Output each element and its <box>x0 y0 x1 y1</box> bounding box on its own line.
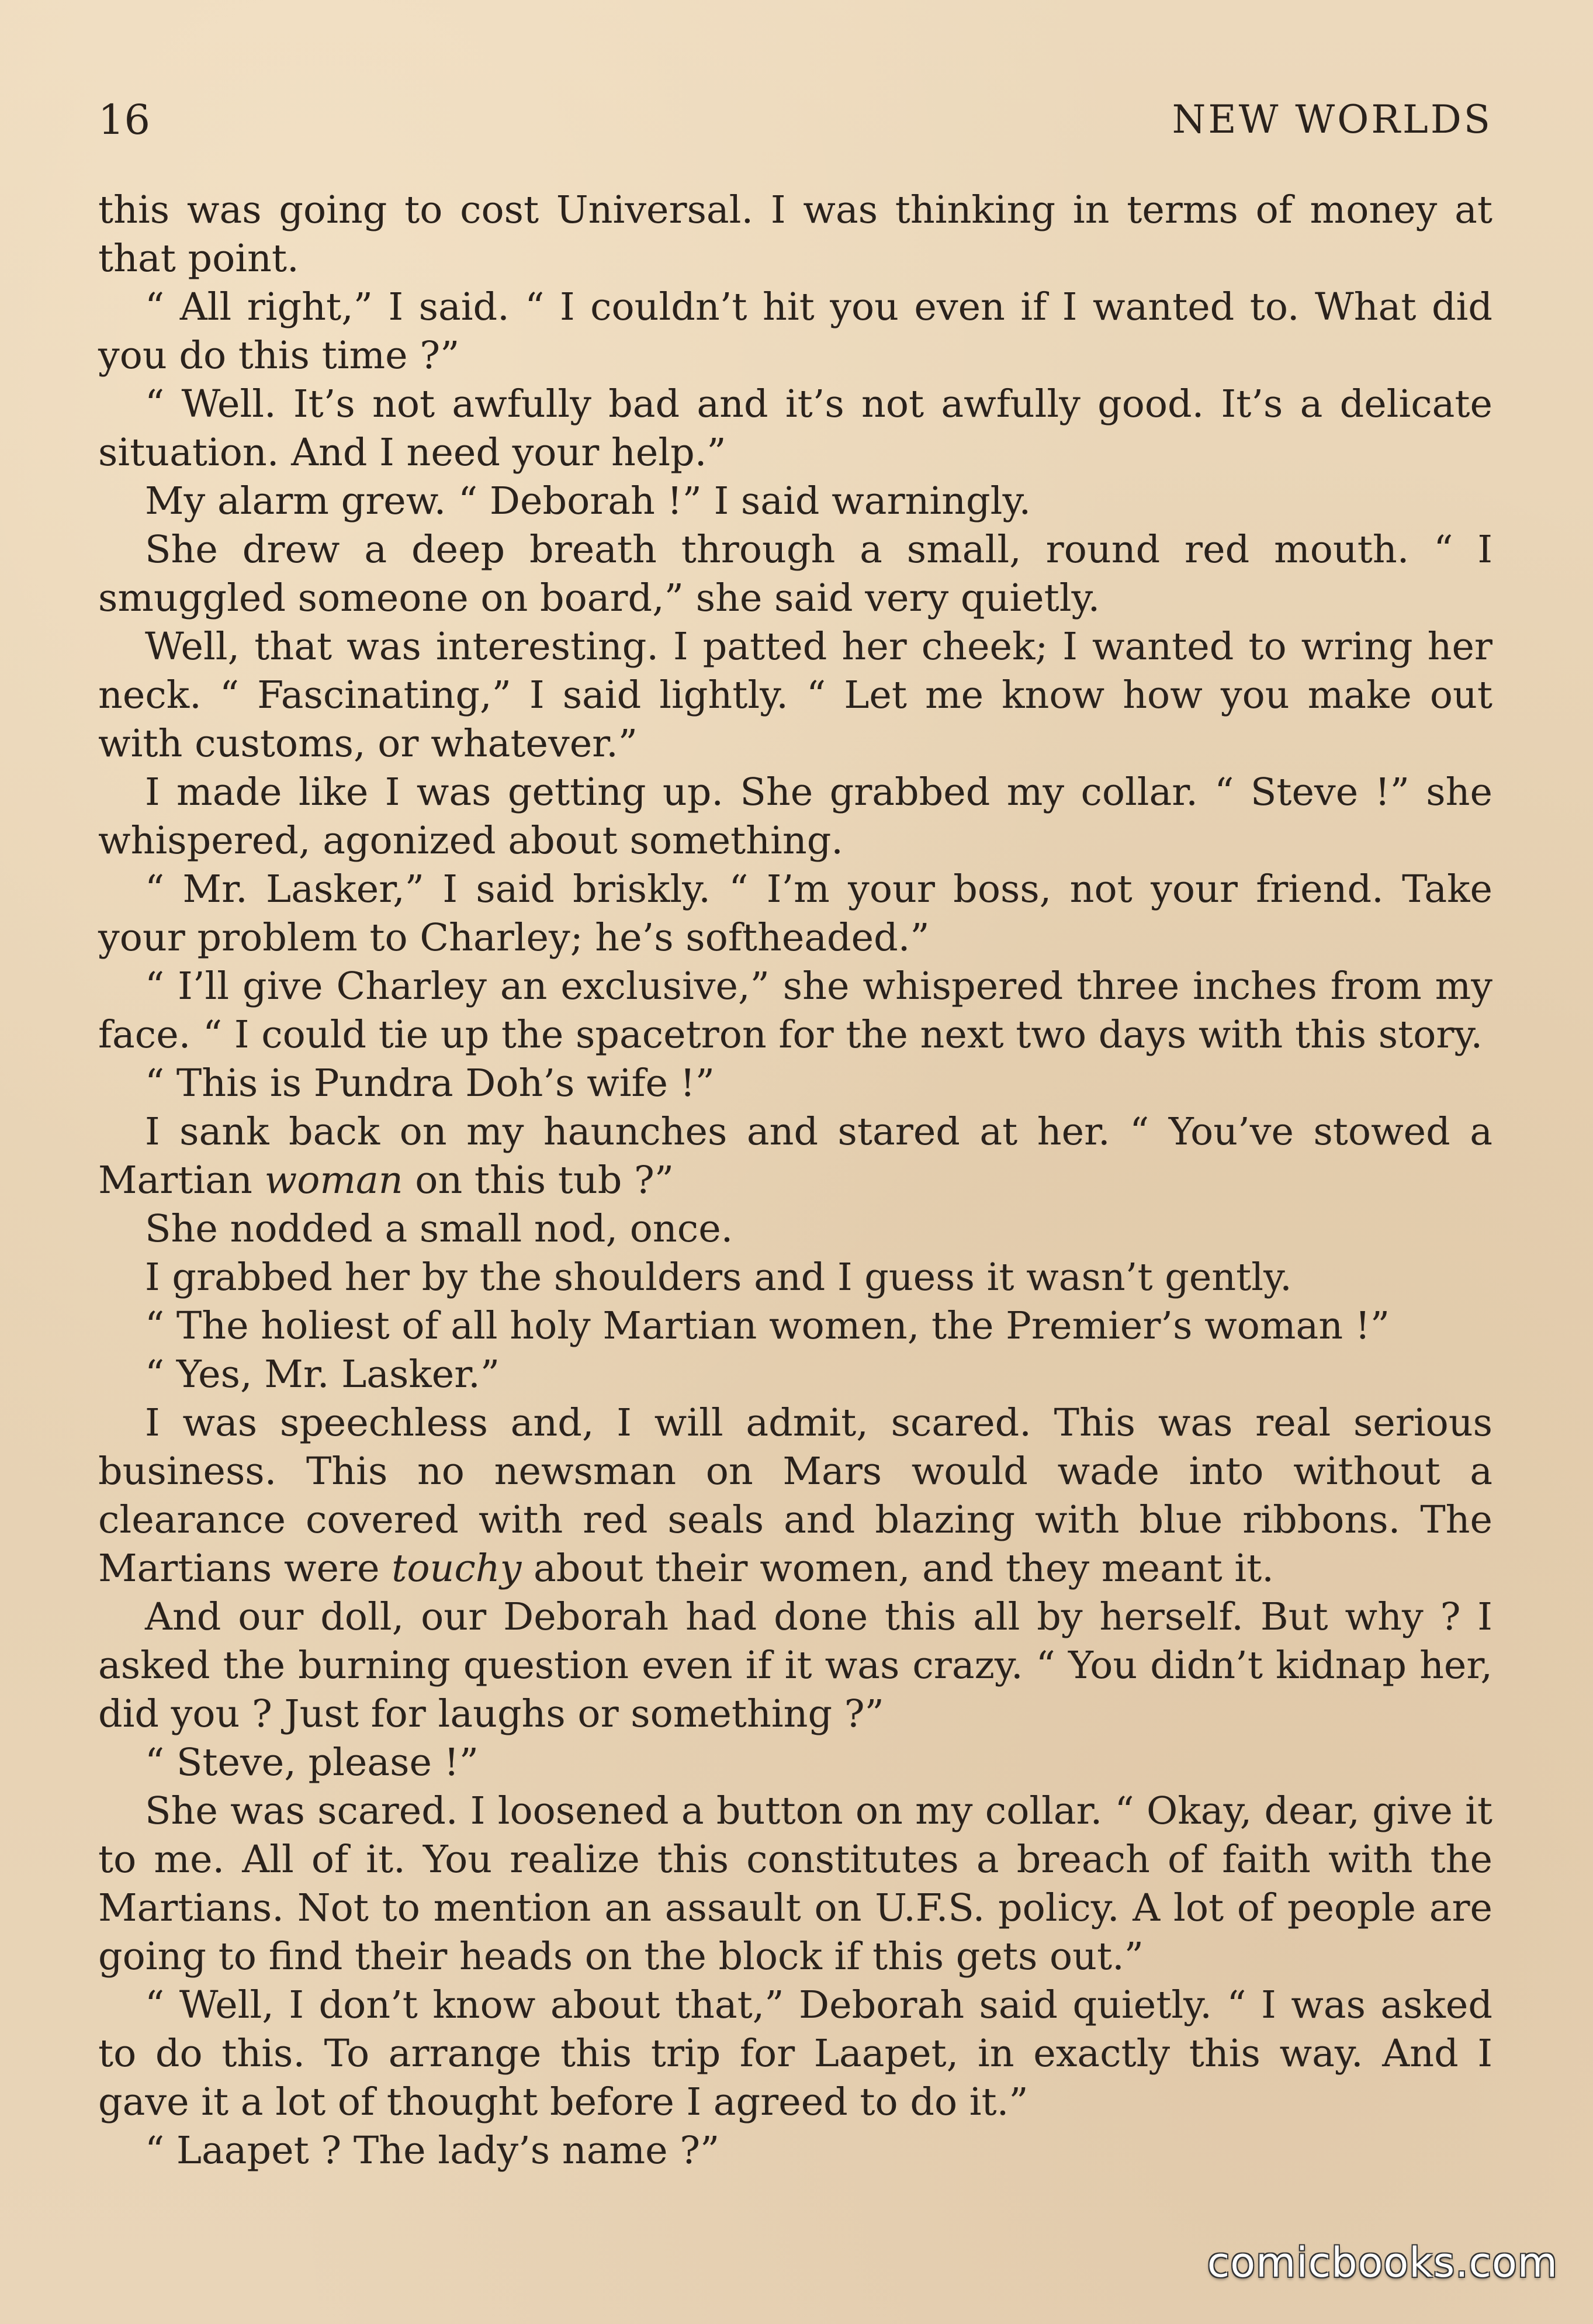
paragraph: She drew a deep breath through a small, round red mouth. “ I smuggled someone on board,” she said very quietly. <box>98 528 1492 620</box>
emphasis: touchy <box>392 1547 522 1590</box>
story-text <box>98 186 1492 2175</box>
paragraph-text: I sank back on my haunches and stared at her. “ You’ve stowed a Martian <box>98 1110 1492 1202</box>
watermark: comicbooks.com <box>1207 2239 1558 2287</box>
paragraph: She nodded a small nod, once. <box>145 1207 733 1251</box>
paragraph: My alarm grew. “ Deborah !” I said warningly. <box>145 479 1031 523</box>
paragraph: I made like I was getting up. She grabbed my collar. “ Steve !” she whispered, agonized about something. <box>98 770 1492 863</box>
running-head <box>98 88 1492 152</box>
paragraph: Well, that was interesting. I patted her cheek; I wanted to wring her neck. “ Fascinating,” I said lightly. “ Let me know how you make out with customs, or whatever.” <box>98 625 1492 766</box>
paragraph-text: on this tub ?” <box>403 1158 674 1202</box>
paragraph: And our doll, our Deborah had done this all by herself. But why ? I asked the burning question even if it was crazy. “ You didn’t kidnap her, did you ? Just for laughs or something ?” <box>98 1595 1492 1736</box>
paragraph <box>98 1399 1492 1593</box>
paragraph-text: I was speechless and, I will admit, scared. This was real serious business. This no newsman on Mars would wade into without a clearance covered with red seals and blazing with blue ribbons. The Martians were <box>98 1401 1492 1590</box>
page-number: 16 <box>98 96 151 144</box>
paragraph: “ Steve, please !” <box>145 1741 479 1784</box>
paragraph-text: about their women, and they meant it. <box>521 1547 1274 1590</box>
emphasis: woman <box>264 1158 403 1202</box>
journal-title: NEW WORLDS <box>1172 97 1492 142</box>
paragraph: “ Mr. Lasker,” I said briskly. “ I’m your boss, not your friend. Take your problem to Charley; he’s softheaded.” <box>98 867 1492 960</box>
paragraph: “ Well, I don’t know about that,” Deborah said quietly. “ I was asked to do this. To arrange this trip for Laapet, in exactly this way. And I gave it a lot of thought before I agreed to do it.” <box>98 1983 1492 2124</box>
paragraph: “ The holiest of all holy Martian women, the Premier’s woman !” <box>145 1304 1390 1348</box>
paragraph: I grabbed her by the shoulders and I guess it wasn’t gently. <box>145 1256 1292 1299</box>
paragraph: “ Yes, Mr. Lasker.” <box>145 1353 500 1396</box>
paragraph <box>98 1108 1492 1205</box>
paragraph: She was scared. I loosened a button on my collar. “ Okay, dear, give it to me. All of it. You realize this constitutes a breach of faith with the Martians. Not to mention an assault on U.F.S. policy. A lot of people are going to find their heads on the block if this gets out.” <box>98 1789 1492 1979</box>
paragraph: “ This is Pundra Doh’s wife !” <box>145 1061 715 1105</box>
paragraph: this was going to cost Universal. I was thinking in terms of money at that point. <box>98 188 1492 281</box>
paragraph: “ All right,” I said. “ I couldn’t hit you even if I wanted to. What did you do this time ?” <box>98 285 1492 378</box>
paragraph: “ I’ll give Charley an exclusive,” she whispered three inches from my face. “ I could tie up the spacetron for the next two days with this story. <box>98 964 1492 1057</box>
paragraph: “ Well. It’s not awfully bad and it’s not awfully good. It’s a delicate situation. And I need your help.” <box>98 382 1492 475</box>
paragraph: “ Laapet ? The lady’s name ?” <box>145 2129 720 2173</box>
